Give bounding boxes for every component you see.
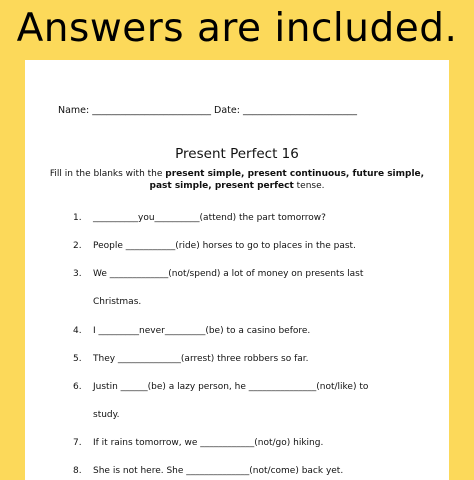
instructions-suffix: tense. [293, 181, 325, 191]
question-number: 2. [73, 241, 82, 251]
question-7 [73, 438, 323, 448]
question-1 [73, 213, 326, 223]
question-3 [73, 269, 363, 279]
question-2 [73, 241, 356, 251]
question-number: 5. [73, 354, 82, 364]
question-3-continuation: Christmas. [93, 297, 142, 307]
worksheet-page [25, 60, 449, 480]
question-number: 6. [73, 382, 82, 392]
instructions-prefix: Fill in the blanks with the [49, 169, 166, 179]
question-6 [73, 382, 368, 392]
question-text: They ______________(arrest) three robbers so far. [93, 354, 309, 364]
question-text: __________you__________(attend) the part tomorrow? [93, 213, 326, 223]
question-number: 7. [73, 438, 82, 448]
question-number: 3. [73, 269, 82, 279]
question-number: 1. [73, 213, 82, 223]
question-4 [73, 326, 310, 336]
question-text: If it rains tomorrow, we ____________(not/go) hiking. [93, 438, 324, 448]
question-number: 4. [73, 326, 82, 336]
question-number: 8. [73, 466, 82, 476]
question-5 [73, 354, 309, 364]
question-text: Justin ______(be) a lazy person, he _______________(not/like) to [93, 382, 369, 392]
question-text: We _____________(not/spend) a lot of money on presents last [93, 269, 364, 279]
question-6-continuation: study. [93, 410, 120, 420]
banner-heading: Answers are included. [16, 6, 458, 51]
worksheet-title: Present Perfect 16 [175, 146, 299, 162]
question-8 [73, 466, 343, 476]
name-date-line: Name: _________________________ Date: ________________________ [58, 105, 357, 116]
instructions-tenses: present simple, present continuous, future simple, past simple, present perfect [149, 169, 425, 191]
question-text: She is not here. She ______________(not/come) back yet. [93, 466, 344, 476]
question-text: People ___________(ride) horses to go to places in the past. [93, 241, 356, 251]
question-text: I _________never_________(be) to a casino before. [93, 326, 311, 336]
instructions [49, 168, 425, 192]
